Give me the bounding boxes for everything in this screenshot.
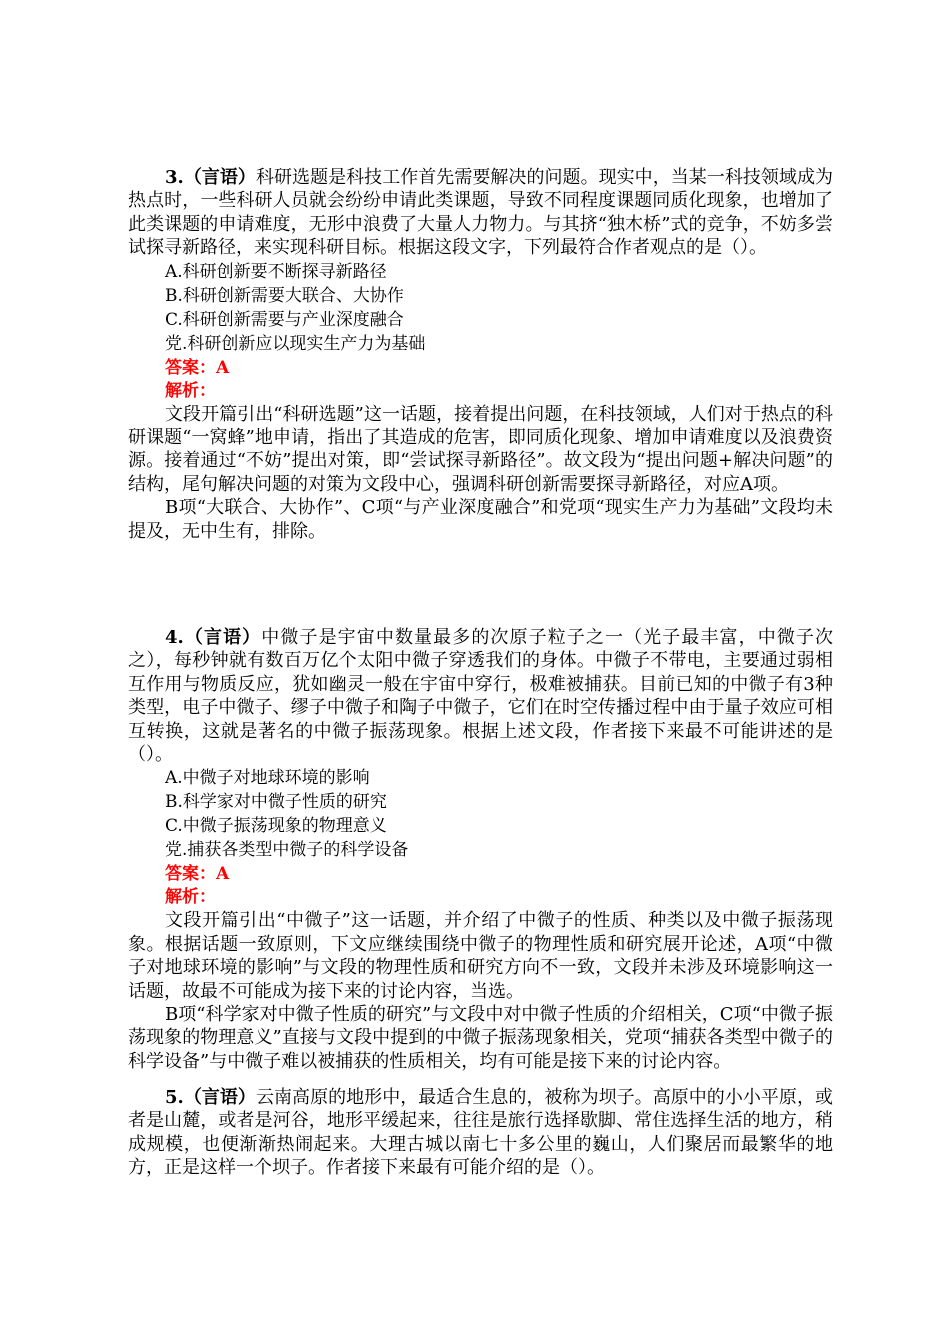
options-list bbox=[128, 260, 833, 356]
option-c: C.中微子振荡现象的物理意义 bbox=[165, 816, 387, 837]
option-c: C.科研创新需要与产业深度融合 bbox=[165, 309, 404, 330]
options-list bbox=[128, 766, 833, 862]
question-stem bbox=[128, 1086, 833, 1180]
option-d: 党.科研创新应以现实生产力为基础 bbox=[165, 333, 426, 354]
analysis-paragraph: B项“大联合、大协作”、C项“与产业深度融合”和党项“现实生产力为基础”文段均未提及，无中生有，排除。 bbox=[128, 497, 833, 542]
analysis-label: 解析： bbox=[165, 887, 216, 908]
question-tag: （言语） bbox=[183, 1087, 256, 1108]
option-b: B.科研创新需要大联合、大协作 bbox=[165, 285, 404, 306]
question-number: 5. bbox=[165, 1087, 184, 1108]
question-3 bbox=[128, 166, 833, 543]
question-text: 科研选题是科技工作首先需要解决的问题。现实中，当某一科技领域成为热点时，一些科研人员就会纷纷申请此类课题，导致不同程度课题同质化现象，也增加了此类课题的申请难度，无形中浪费了大量人力物力。与其挤“独木桥”式的竞争，不妨多尝试探寻新路径，来实现科研目标。根据这段文字，下列最符合作者观点的是（）。 bbox=[128, 167, 834, 259]
answer-label: 答案：A bbox=[165, 357, 230, 378]
option-a: A.科研创新要不断探寻新路径 bbox=[165, 261, 387, 282]
question-4 bbox=[128, 626, 833, 1073]
analysis-paragraph: 文段开篇引出“科研选题”这一话题，接着提出问题，在科技领域，人们对于热点的科研课题“一窝蜂”地申请，指出了其造成的危害，即同质化现象、增加申请难度以及浪费资源。接着通过“不妨”提出对策，即“尝试探寻新路径”。故文段为“提出问题+解决问题”的结构，尾句解决问题的对策为文段中心，强调科研创新需要探寻新路径，对应A项。 bbox=[128, 403, 833, 495]
question-number: 3. bbox=[165, 167, 184, 188]
analysis-paragraph: 文段开篇引出“中微子”这一话题，并介绍了中微子的性质、种类以及中微子振荡现象。根据话题一致原则，下文应继续围绕中微子的物理性质和研究展开论述，A项“中微子对地球环境的影响”与文段的物理性质和研究方向不一致，文段并未涉及环境影响这一话题，故最不可能成为接下来的讨论内容，当选。 bbox=[128, 910, 833, 1002]
option-b: B.科学家对中微子性质的研究 bbox=[165, 792, 387, 813]
answer-label: 答案：A bbox=[165, 864, 230, 885]
question-tag: （言语） bbox=[183, 167, 256, 188]
question-text: 中微子是宇宙中数量最多的次原子粒子之一（光子最丰富，中微子次之），每秒钟就有数百万亿个太阳中微子穿透我们的身体。中微子不带电，主要通过弱相互作用与物质反应，犹如幽灵一般在宇宙中穿行，极难被捕获。目前已知的中微子有3种类型，电子中微子、缪子中微子和陶子中微子，它们在时空传播过程中由于量子效应可相互转换，这就是著名的中微子振荡现象。根据上述文段，作者接下来最不可能讲述的是（）。 bbox=[128, 627, 834, 766]
question-stem bbox=[128, 626, 833, 766]
question-number: 4. bbox=[165, 627, 184, 648]
question-stem bbox=[128, 166, 833, 260]
option-a: A.中微子对地球环境的影响 bbox=[165, 768, 370, 789]
question-5 bbox=[128, 1086, 833, 1180]
analysis-paragraph: B项“科学家对中微子性质的研究”与文段中对中微子性质的介绍相关，C项“中微子振荡现象的物理意义”直接与文段中提到的中微子振荡现象相关，党项“捕获各类型中微子的科学设备”与中微子难以被捕获的性质相关，均有可能是接下来的讨论内容。 bbox=[128, 1004, 833, 1072]
option-d: 党.捕获各类型中微子的科学设备 bbox=[165, 840, 409, 861]
question-tag: （言语） bbox=[183, 627, 262, 648]
analysis-label: 解析： bbox=[165, 380, 216, 401]
question-text: 云南高原的地形中，最适合生息的，被称为坝子。高原中的小小平原，或者是山麓，或者是河谷，地形平缓起来，往往是旅行选择歇脚、常住选择生活的地方，稍成规模，也便渐渐热闹起来。大理古城以南七十多公里的巍山，人们聚居而最繁华的地方，正是这样一个坝子。作者接下来最有可能介绍的是（）。 bbox=[128, 1087, 834, 1179]
